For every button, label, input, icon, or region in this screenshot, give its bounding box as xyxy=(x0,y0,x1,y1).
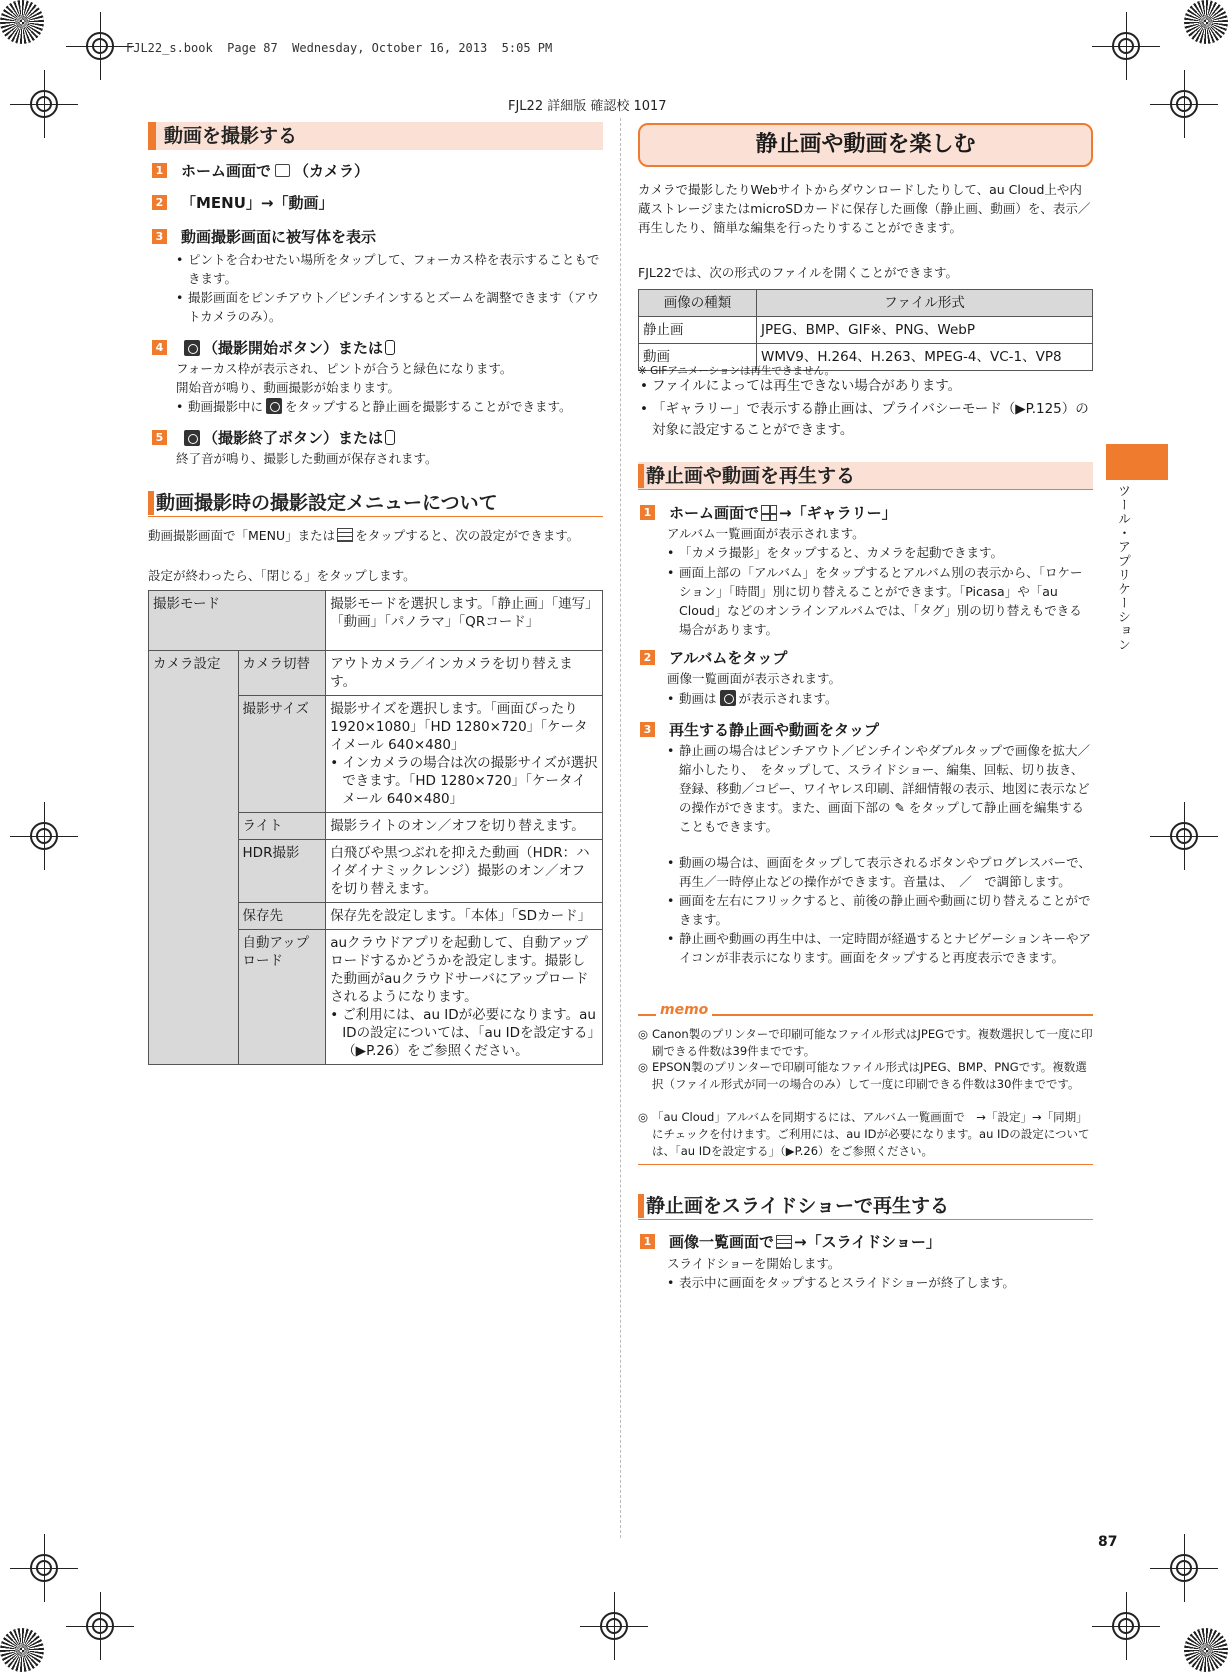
memo-item: ◎ Canon製のプリンターで印刷可能なファイル形式はJPEGです。複数選択して一度に印刷できる件数は39件までです。 xyxy=(638,1026,1093,1060)
step-text: →「スライドショー」 xyxy=(794,1233,941,1251)
registration-mark xyxy=(24,1548,64,1588)
step-5 xyxy=(152,427,397,448)
side-tab-label: ツール・アプリケーション xyxy=(1115,484,1130,652)
registration-mark xyxy=(1164,816,1204,856)
table-cell: 静止画 xyxy=(639,317,757,344)
step-number: 3 xyxy=(152,229,167,244)
menu-icon xyxy=(337,528,353,542)
step-text: →「ギャラリー」 xyxy=(779,504,897,522)
bullet: • 「ギャラリー」で表示する静止画は、プライバシーモード（▶P.125）の対象に設定することができます。 xyxy=(640,399,1090,441)
column-divider xyxy=(620,118,621,1538)
memo-bottom-rule xyxy=(638,1164,1093,1165)
step-3 xyxy=(152,226,376,247)
intro-text: カメラで撮影したりWebサイトからダウンロードしたりして、au Cloud上や内蔵ストレージまたはmicroSDカードに保存した画像（静止画、動画）を、表示／再生したり、簡単な編集を行ったりすることができます。 xyxy=(638,182,1091,235)
bullet-text: が表示されます。 xyxy=(738,691,838,706)
registration-mark xyxy=(1164,1548,1204,1588)
table-header: ファイル形式 xyxy=(757,290,1093,317)
step-text: （カメラ） xyxy=(294,162,370,180)
step-text: ホーム画面で xyxy=(181,162,272,180)
bullet-text: 動画撮影中に xyxy=(188,399,264,414)
step-desc: 画像一覧画面が表示されます。 xyxy=(667,671,842,686)
intro-text: FJL22では、次の形式のファイルを開くことができます。 xyxy=(638,265,958,280)
shutter-icon xyxy=(266,398,282,414)
row-desc: アウトカメラ／インカメラを切り替えます。 xyxy=(326,651,603,696)
volume-key-icon xyxy=(385,430,395,445)
bullet: • ピントを合わせたい場所をタップして、フォーカス枠を表示することもできます。 xyxy=(176,250,606,288)
step-text: ホーム画面で xyxy=(669,504,760,522)
row-desc: 撮影ライトのオン／オフを切り替えます。 xyxy=(326,813,603,840)
row-label: ライト xyxy=(238,813,326,840)
bullet-text: をタップすると静止画を撮影することができます。 xyxy=(285,399,572,414)
bullet-text: 動画は xyxy=(679,691,717,706)
side-tab-marker xyxy=(1106,444,1168,480)
page-number: 87 xyxy=(1098,1534,1118,1550)
step-number: 1 xyxy=(640,1234,655,1249)
step-number: 1 xyxy=(152,163,167,178)
row-label: 撮影モード xyxy=(149,591,326,651)
bullet: • 静止画や動画の再生中は、一定時間が経過するとナビゲーションキーやアイコンが非表示になります。画面をタップすると再度表示できます。 xyxy=(667,929,1092,967)
cell-bullet: • ご利用には、au IDが必要になります。au IDの設定については、「au IDを設定する」（▶P.26）をご参照ください。 xyxy=(330,1007,596,1059)
memo-item: ◎ 「au Cloud」アルバムを同期するには、アルバム一覧画面で →「設定」→「同期」にチェックを付けます。ご利用には、au IDが必要になります。au IDの設定については、「au IDを設定する」（▶P.26）をご参照ください。 xyxy=(638,1109,1093,1160)
cell-text: auクラウドアプリを起動して、自動アップロードするかどうかを設定します。撮影した動画がauクラウドサーバにアップロードされるようになります。 xyxy=(330,935,589,1005)
camera-icon xyxy=(275,164,290,177)
format-table xyxy=(638,289,1093,371)
row-label: 保存先 xyxy=(238,903,326,930)
bullet: • ファイルによっては再生できない場合があります。 xyxy=(640,377,1090,396)
row-desc: 保存先を設定します。「本体」「SDカード」 xyxy=(326,903,603,930)
table-cell: WMV9、H.264、H.263、MPEG-4、VC-1、VP8 xyxy=(757,344,1093,371)
cell-bullet-text: ご利用には、au IDが必要になります。au IDの設定については、「au IDを設定する」（▶P.26）をご参照ください。 xyxy=(342,1007,596,1059)
step-text: 「MENU」→「動画」 xyxy=(181,194,334,212)
memo-label: memo xyxy=(656,1002,712,1018)
bullet: • 表示中に画面をタップするとスライドショーが終了します。 xyxy=(667,1273,1092,1292)
registration-mark xyxy=(80,1606,120,1646)
step-number: 2 xyxy=(640,650,655,665)
section-title: 動画撮影時の撮影設定メニューについて xyxy=(148,489,603,517)
step-desc: 終了音が鳴り、撮影した動画が保存されます。 xyxy=(176,451,438,466)
step-1 xyxy=(640,1231,941,1252)
intro-text xyxy=(148,526,603,545)
step-number: 2 xyxy=(152,195,167,210)
intro-part: 動画撮影画面で「MENU」または xyxy=(148,528,336,543)
bullet: • 画面を左右にフリックすると、前後の静止画や動画に切り替えることができます。 xyxy=(667,891,1092,929)
intro-text: 設定が終わったら、「閉じる」をタップします。 xyxy=(148,568,416,583)
table-cell: 動画 xyxy=(639,344,757,371)
step-text: 再生する静止画や動画をタップ xyxy=(669,721,880,739)
cell-text: 撮影サイズを選択します。「画面ぴったり 1920×1080」「HD 1280×720」「ケータイメール 640×480」 xyxy=(330,701,588,753)
bullet: • 画面上部の「アルバム」をタップするとアルバム別の表示から、「ロケーション」「時間」別に切り替えることができます。「Picasa」や「au Cloud」などのオンラインアルバムでは、「タグ」別の切り替えもできる場合があります。 xyxy=(667,563,1092,639)
row-desc: 白飛びや黒つぶれを抑えた動画（HDR：ハイダイナミックレンジ）撮影のオン／オフを切り替えます。 xyxy=(326,840,603,903)
bullet: • 撮影画面をピンチアウト／ピンチインするとズームを調整できます（アウトカメラのみ）。 xyxy=(176,288,606,326)
step-text: 画像一覧画面で xyxy=(669,1233,775,1251)
step-2 xyxy=(152,192,333,213)
table-header: 画像の種類 xyxy=(639,290,757,317)
section-title: 静止画をスライドショーで再生する xyxy=(638,1192,1093,1220)
registration-mark xyxy=(594,1606,634,1646)
starburst-mark-br xyxy=(1184,1628,1228,1672)
settings-table xyxy=(148,590,603,1065)
print-header: FJL22_s.book Page 87 Wednesday, October 16, 2013 5:05 PM xyxy=(126,41,553,55)
step-number: 3 xyxy=(640,722,655,737)
section-title: 静止画や動画を再生する xyxy=(638,462,1093,490)
step-3 xyxy=(640,719,879,740)
video-icon xyxy=(720,690,736,706)
starburst-mark-tr xyxy=(1184,0,1228,44)
record-stop-icon xyxy=(184,430,200,446)
step-number: 4 xyxy=(152,340,167,355)
registration-mark xyxy=(24,84,64,124)
cell-bullet: • インカメラの場合は次の撮影サイズが選択できます。「HD 1280×720」「ケータイメール 640×480」 xyxy=(330,755,598,807)
registration-mark xyxy=(24,816,64,856)
step-text: （撮影開始ボタン）または xyxy=(203,339,384,357)
memo-item: ◎ EPSON製のプリンターで印刷可能なファイル形式はJPEG、BMP、PNGです。複数選択（ファイル形式が同一の場合のみ）して一度に印刷できる件数は30件までです。 xyxy=(638,1059,1093,1093)
bullet: • 静止画の場合はピンチアウト／ピンチインやダブルタップで画像を拡大／縮小したり、 をタップして、スライドショー、編集、回転、切り抜き、登録、移動／コピー、ワイヤレス印刷、詳細情報の表示、地図に表示などの操作ができます。また、画面下部の ✎ をタップして静止画を編集することもできます。 xyxy=(667,741,1092,836)
starburst-mark-bl xyxy=(0,1628,44,1672)
step-number: 5 xyxy=(152,430,167,445)
confirm-label: FJL22 詳細版 確認校 1017 xyxy=(508,99,667,114)
group-label: カメラ設定 xyxy=(149,651,239,1065)
table-cell: JPEG、BMP、GIF※、PNG、WebP xyxy=(757,317,1093,344)
step-1 xyxy=(640,502,897,523)
apps-icon xyxy=(761,505,777,521)
bullet xyxy=(667,689,1092,708)
bullet: • 「カメラ撮影」をタップすると、カメラを起動できます。 xyxy=(667,543,1092,562)
step-desc: アルバム一覧画面が表示されます。 xyxy=(667,526,865,541)
row-desc: 撮影モードを選択します。「静止画」「連写」「動画」「パノラマ」「QRコード」 xyxy=(326,591,603,651)
registration-mark xyxy=(80,26,120,66)
step-desc: スライドショーを開始します。 xyxy=(667,1256,841,1271)
step-desc: フォーカス枠が表示され、ピントが合うと緑色になります。 xyxy=(176,361,513,376)
step-1 xyxy=(152,160,369,181)
step-4 xyxy=(152,337,397,358)
section-title: 動画を撮影する xyxy=(148,122,603,150)
row-label: 自動アップロード xyxy=(238,930,326,1065)
step-text: （撮影終了ボタン）または xyxy=(203,429,384,447)
record-start-icon xyxy=(184,340,200,356)
bullet xyxy=(176,397,606,416)
row-label: カメラ切替 xyxy=(238,651,326,696)
row-label: HDR撮影 xyxy=(238,840,326,903)
cell-bullet-text: インカメラの場合は次の撮影サイズが選択できます。「HD 1280×720」「ケータイメール 640×480」 xyxy=(342,755,598,807)
step-2 xyxy=(640,647,787,668)
row-label: 撮影サイズ xyxy=(238,696,326,813)
step-number: 1 xyxy=(640,505,655,520)
registration-mark xyxy=(1106,1606,1146,1646)
table-note: ※ GIFアニメーションは再生できません。 xyxy=(638,365,836,377)
section-title: 静止画や動画を楽しむ xyxy=(638,123,1093,167)
step-text: 動画撮影画面に被写体を表示 xyxy=(181,228,377,246)
intro-part: をタップすると、次の設定ができます。 xyxy=(355,528,580,543)
row-desc xyxy=(326,696,603,813)
starburst-mark-tl xyxy=(0,0,44,44)
registration-mark xyxy=(1106,26,1146,66)
menu-icon xyxy=(776,1235,792,1249)
step-text: アルバムをタップ xyxy=(669,649,788,667)
registration-mark xyxy=(1164,84,1204,124)
step-desc: 開始音が鳴り、動画撮影が始まります。 xyxy=(176,380,401,395)
bullet: • 動画の場合は、画面をタップして表示されるボタンやプログレスバーで、再生／一時停止などの操作ができます。音量は、 ／ で調節します。 xyxy=(667,853,1092,891)
volume-key-icon xyxy=(385,340,395,355)
row-desc xyxy=(326,930,603,1065)
